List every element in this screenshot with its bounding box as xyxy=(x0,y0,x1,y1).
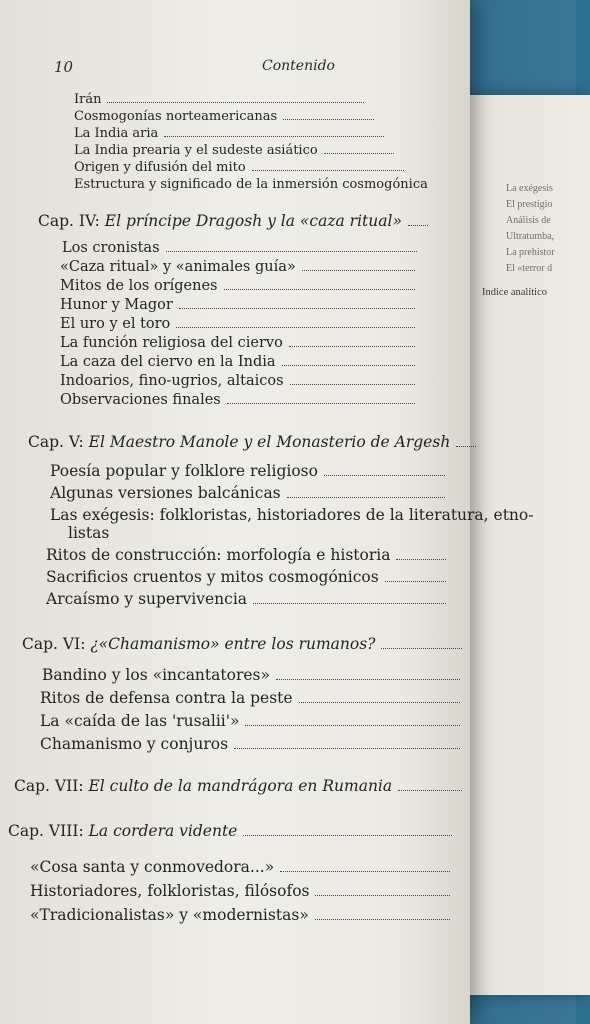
toc-entry: Observaciones finales xyxy=(60,392,415,408)
toc-entry: El uro y el toro xyxy=(60,316,415,332)
facing-page-fragment: La prehistor xyxy=(506,247,555,258)
toc-entry: Historiadores, folkloristas, filósofos xyxy=(30,882,450,900)
page-number: 10 xyxy=(54,58,74,76)
dot-leader xyxy=(243,835,452,836)
toc-entry: Ritos de defensa contra la peste xyxy=(40,689,460,707)
toc-entry: Arcaísmo y supervivencia xyxy=(46,590,446,608)
dot-leader xyxy=(107,102,364,103)
dot-leader xyxy=(299,702,460,703)
toc-entry: Hunor y Magor xyxy=(60,297,415,313)
dot-leader xyxy=(385,581,446,582)
dot-leader xyxy=(224,289,415,290)
dot-leader xyxy=(302,270,415,271)
toc-entry: Indoarios, fino-ugrios, altaicos xyxy=(60,373,415,389)
toc-entry: Ritos de construcción: morfología e historia xyxy=(46,546,446,564)
toc-entry: Mitos de los orígenes xyxy=(60,278,415,294)
dot-leader xyxy=(283,119,374,120)
dot-leader xyxy=(398,790,462,791)
page-header xyxy=(0,58,470,82)
toc-entry: La «caída de las 'rusalii'» xyxy=(40,712,460,730)
toc-entry: Origen y difusión del mito xyxy=(74,160,404,175)
chapter-heading: Cap. VII: El culto de la mandrágora en Rumania xyxy=(14,777,462,795)
dot-leader xyxy=(315,919,450,920)
toc-entry: Chamanismo y conjuros xyxy=(40,735,460,753)
dot-leader xyxy=(276,679,460,680)
chapter-heading: Cap. IV: El príncipe Dragosh y la «caza ritual» xyxy=(38,212,418,230)
facing-page-fragment: La exégesis xyxy=(506,183,553,194)
toc-entry: Cosmogonías norteamericanas xyxy=(74,109,374,124)
toc-entry: Algunas versiones balcánicas xyxy=(50,484,445,502)
dot-leader xyxy=(234,748,460,749)
dot-leader xyxy=(280,871,450,872)
dot-leader xyxy=(289,346,415,347)
dot-leader xyxy=(282,365,415,366)
toc-entry: Poesía popular y folklore religioso xyxy=(50,462,445,480)
dot-leader xyxy=(179,308,415,309)
dot-leader xyxy=(381,648,462,649)
toc-entry: «Cosa santa y conmovedora...» xyxy=(30,858,450,876)
dot-leader xyxy=(315,895,450,896)
toc-entry: Irán xyxy=(74,92,364,107)
dot-leader xyxy=(253,603,446,604)
toc-entry: Estructura y significado de la inmersión cosmogónica xyxy=(74,177,428,192)
dot-leader xyxy=(245,725,460,726)
toc-entry: La India aria xyxy=(74,126,384,141)
toc-entry: Los cronistas xyxy=(62,240,417,256)
dot-leader xyxy=(252,170,404,171)
toc-entry: La caza del ciervo en la India xyxy=(60,354,415,370)
toc-entry: La función religiosa del ciervo xyxy=(60,335,415,351)
chapter-heading: Cap. VI: ¿«Chamanismo» entre los rumanos? xyxy=(22,635,462,653)
toc-entry: Las exégesis: folkloristas, historiadores de la literatura, etno- xyxy=(50,506,534,524)
facing-page-fragment: El prestigio xyxy=(506,199,553,210)
facing-page-fragment: Ultratumba, xyxy=(506,231,555,242)
toc-entry: Sacrificios cruentos y mitos cosmogónicos xyxy=(46,568,446,586)
dot-leader xyxy=(290,384,415,385)
toc-entry: listas xyxy=(68,524,110,542)
dot-leader xyxy=(396,559,446,560)
dot-leader xyxy=(287,497,445,498)
running-head: Contenido xyxy=(262,58,335,74)
dot-leader xyxy=(166,251,417,252)
toc-entry: «Tradicionalistas» y «modernistas» xyxy=(30,906,450,924)
dot-leader xyxy=(408,225,428,226)
facing-page-fragment: El «terror d xyxy=(506,263,553,274)
toc-entry: «Caza ritual» y «animales guía» xyxy=(60,259,415,275)
dot-leader xyxy=(324,153,394,154)
dot-leader xyxy=(227,403,415,404)
dot-leader xyxy=(324,475,445,476)
facing-page-index-label: Indice analítico xyxy=(482,287,548,298)
toc-entry: La India prearia y el sudeste asiático xyxy=(74,143,394,158)
chapter-heading: Cap. VIII: La cordera vidente xyxy=(8,822,452,840)
chapter-heading: Cap. V: El Maestro Manole y el Monasterio de Argesh xyxy=(28,433,448,451)
dot-leader xyxy=(164,136,384,137)
dot-leader xyxy=(176,327,415,328)
dot-leader xyxy=(456,446,476,447)
facing-page-fragment: Análisis de xyxy=(506,215,551,226)
toc-entry: Bandino y los «incantatores» xyxy=(42,666,460,684)
